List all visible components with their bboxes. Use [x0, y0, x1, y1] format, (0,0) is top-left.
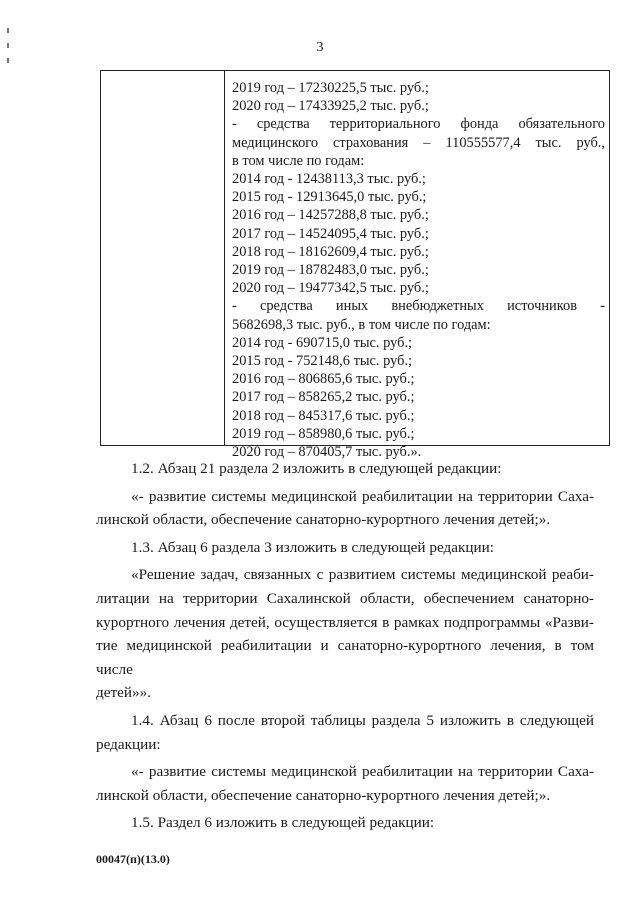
table-line: 2019 год – 858980,6 тыс. руб.; [232, 425, 415, 442]
paragraph [96, 760, 594, 807]
paragraph-line: 1.4. Абзац 6 после второй таблицы раздела 5 изложить в следующей [131, 711, 594, 729]
table-line: - средства иных внебюджетных источников - [232, 298, 605, 315]
paragraph-line: линской области, обеспечение санаторно-курортного лечения детей;». [96, 511, 551, 529]
document-body [96, 457, 594, 835]
table-line: 2015 год - 752148,6 тыс. руб.; [232, 353, 413, 370]
paragraph [96, 485, 594, 532]
table-right-cell [225, 71, 609, 461]
paragraph [96, 811, 594, 835]
margin-mark [7, 28, 9, 33]
table-line: 2015 год - 12913645,0 тыс. руб.; [232, 189, 427, 206]
table-line: 2019 год – 17230225,5 тыс. руб.; [232, 80, 429, 96]
table-left-cell [101, 71, 225, 445]
margin-mark [7, 58, 9, 63]
paragraph-line: тие медицинской реабилитации и санаторно-курортного лечения, в том числе [96, 637, 594, 678]
table-line: 2014 год - 690715,0 тыс. руб.; [232, 334, 413, 351]
table-line: 2020 год – 17433925,2 тыс. руб.; [232, 98, 429, 115]
table-line: 2018 год – 845317,6 тыс. руб.; [232, 407, 415, 424]
paragraph [96, 536, 594, 560]
paragraph [96, 563, 594, 705]
paragraph-line: 1.3. Абзац 6 раздела 3 изложить в следующей редакции: [131, 538, 494, 556]
paragraph-line: курортного лечения детей, осуществляется в рамках подпрограммы «Разви- [96, 613, 594, 631]
paragraph [96, 457, 594, 481]
table-line: 5682698,3 тыс. руб., в том числе по годам: [232, 316, 491, 333]
table-line: 2019 год – 18782483,0 тыс. руб.; [232, 262, 429, 279]
table-line: 2020 год – 870405,7 тыс. руб.». [232, 444, 422, 461]
table-line: - средства территориального фонда обязательного [232, 116, 605, 133]
paragraph-line: 1.2. Абзац 21 раздела 2 изложить в следующей редакции: [131, 460, 502, 477]
paragraph-line: «- развитие системы медицинской реабилитации на территории Саха- [131, 763, 594, 781]
table-line: 2014 год - 12438113,3 тыс. руб.; [232, 171, 426, 188]
page-number: 3 [316, 40, 324, 55]
paragraph-line: «- развитие системы медицинской реабилитации на территории Саха- [131, 487, 594, 505]
paragraph-line: линской области, обеспечение санаторно-курортного лечения детей;». [96, 786, 551, 804]
table-line: 2018 год – 18162609,4 тыс. руб.; [232, 243, 429, 260]
table-line: в том числе по годам: [232, 152, 365, 169]
table-line: 2016 год – 14257288,8 тыс. руб.; [232, 207, 429, 224]
paragraph-line: литации на территории Сахалинской области, обеспечением санаторно- [96, 589, 594, 607]
paragraph [96, 709, 594, 756]
paragraph-line: детей»». [96, 684, 151, 702]
table-line: 2016 год – 806865,6 тыс. руб.; [232, 371, 415, 388]
funding-table [100, 70, 610, 461]
table-line: медицинского страхования – 110555577,4 тыс. руб., [232, 134, 605, 151]
paragraph-line: редакции: [96, 735, 161, 753]
paragraph-line: «Решение задач, связанных с развитием системы медицинской реаби- [131, 566, 594, 584]
paragraph-line: 1.5. Раздел 6 изложить в следующей редакции: [131, 814, 435, 832]
table-line: 2020 год – 19477342,5 тыс. руб.; [232, 280, 429, 297]
document-code: 00047(п)(13.0) [96, 852, 170, 866]
table-line: 2017 год – 858265,2 тыс. руб.; [232, 389, 415, 406]
table-line: 2017 год – 14524095,4 тыс. руб.; [232, 225, 429, 242]
